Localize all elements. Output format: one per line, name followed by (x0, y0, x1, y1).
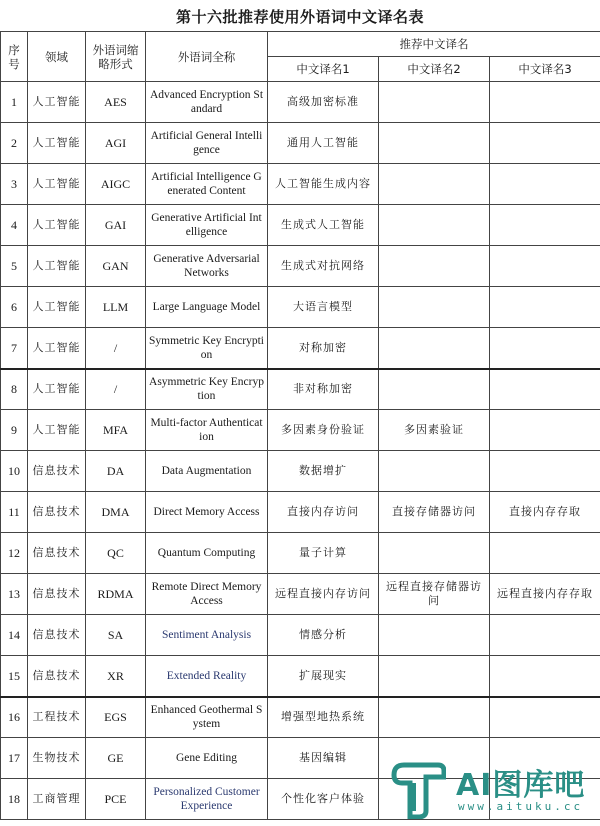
table-row (1, 328, 600, 369)
row-field: 人工智能 (28, 369, 86, 410)
row-number: 2 (1, 123, 28, 164)
row-abbr: AES (86, 82, 146, 123)
row-abbr: SA (86, 615, 146, 656)
table-row (1, 451, 600, 492)
row-name1: 通用人工智能 (268, 123, 379, 164)
row-number: 15 (1, 656, 28, 697)
row-name3: 直接内存存取 (490, 492, 600, 533)
row-number: 17 (1, 738, 28, 779)
row-name3 (490, 205, 600, 246)
row-abbr: XR (86, 656, 146, 697)
row-field: 人工智能 (28, 328, 86, 369)
row-name1: 生成式人工智能 (268, 205, 379, 246)
aituku-logo-icon (390, 761, 446, 819)
row-full-name: Generative Adversarial Networks (146, 246, 268, 287)
table-row (1, 697, 600, 738)
row-name2 (379, 656, 490, 697)
header-name3: 中文译名3 (490, 57, 600, 82)
row-abbr: DMA (86, 492, 146, 533)
row-name2 (379, 533, 490, 574)
header-name1: 中文译名1 (268, 57, 379, 82)
row-abbr: GAN (86, 246, 146, 287)
row-name1: 远程直接内存访问 (268, 574, 379, 615)
row-abbr: GE (86, 738, 146, 779)
table-row (1, 410, 600, 451)
row-number: 12 (1, 533, 28, 574)
row-name3 (490, 615, 600, 656)
row-name1: 扩展现实 (268, 656, 379, 697)
row-name3 (490, 369, 600, 410)
row-full-name: Generative Artificial Intelligence (146, 205, 268, 246)
row-number: 6 (1, 287, 28, 328)
row-name2 (379, 615, 490, 656)
row-name2 (379, 697, 490, 738)
table-row (1, 205, 600, 246)
row-name3 (490, 410, 600, 451)
row-name2: 多因素验证 (379, 410, 490, 451)
row-abbr: PCE (86, 779, 146, 820)
row-field: 人工智能 (28, 205, 86, 246)
row-name1: 个性化客户体验 (268, 779, 379, 820)
row-full-name: Sentiment Analysis (146, 615, 268, 656)
row-field: 人工智能 (28, 164, 86, 205)
row-name1: 直接内存访问 (268, 492, 379, 533)
row-full-name: Personalized Customer Experience (146, 779, 268, 820)
watermark (390, 758, 594, 822)
row-abbr: RDMA (86, 574, 146, 615)
translation-table (0, 31, 600, 820)
row-field: 人工智能 (28, 246, 86, 287)
row-field: 生物技术 (28, 738, 86, 779)
row-field: 工商管理 (28, 779, 86, 820)
row-field: 信息技术 (28, 533, 86, 574)
row-number: 1 (1, 82, 28, 123)
row-name2 (379, 123, 490, 164)
row-number: 10 (1, 451, 28, 492)
row-number: 5 (1, 246, 28, 287)
row-field: 人工智能 (28, 82, 86, 123)
row-name2 (379, 328, 490, 369)
row-name2 (379, 246, 490, 287)
row-name3 (490, 164, 600, 205)
row-name3 (490, 328, 600, 369)
header-name2: 中文译名2 (379, 57, 490, 82)
row-full-name: Direct Memory Access (146, 492, 268, 533)
row-name3 (490, 656, 600, 697)
document-title: 第十六批推荐使用外语词中文译名表 (175, 8, 424, 26)
row-name2 (379, 451, 490, 492)
row-name3 (490, 82, 600, 123)
row-abbr: DA (86, 451, 146, 492)
row-full-name: Symmetric Key Encryption (146, 328, 268, 369)
watermark-brand: AI图库吧 (456, 768, 586, 803)
row-field: 人工智能 (28, 287, 86, 328)
row-abbr: / (86, 328, 146, 369)
row-name2 (379, 82, 490, 123)
row-name1: 数据增扩 (268, 451, 379, 492)
row-name1: 多因素身份验证 (268, 410, 379, 451)
watermark-url: www.aituku.cc (458, 800, 584, 813)
row-abbr: GAI (86, 205, 146, 246)
row-name2 (379, 369, 490, 410)
row-name3 (490, 123, 600, 164)
row-full-name: Gene Editing (146, 738, 268, 779)
row-full-name: Extended Reality (146, 656, 268, 697)
table-row (1, 82, 600, 123)
row-name3 (490, 246, 600, 287)
row-number: 9 (1, 410, 28, 451)
row-full-name: Enhanced Geothermal System (146, 697, 268, 738)
row-name2: 直接存储器访问 (379, 492, 490, 533)
row-name1: 高级加密标准 (268, 82, 379, 123)
table-row (1, 492, 600, 533)
row-full-name: Large Language Model (146, 287, 268, 328)
table-row (1, 656, 600, 697)
row-name1: 生成式对抗网络 (268, 246, 379, 287)
row-name2: 远程直接存储器访问 (379, 574, 490, 615)
row-field: 信息技术 (28, 492, 86, 533)
row-number: 14 (1, 615, 28, 656)
table-row (1, 574, 600, 615)
table-body (1, 82, 600, 820)
header-seq: 序号 (1, 32, 28, 82)
row-name2 (379, 205, 490, 246)
row-name1: 增强型地热系统 (268, 697, 379, 738)
row-number: 4 (1, 205, 28, 246)
row-name1: 非对称加密 (268, 369, 379, 410)
row-number: 3 (1, 164, 28, 205)
row-abbr: MFA (86, 410, 146, 451)
row-full-name: Remote Direct Memory Access (146, 574, 268, 615)
row-name3 (490, 697, 600, 738)
row-name1: 人工智能生成内容 (268, 164, 379, 205)
row-full-name: Quantum Computing (146, 533, 268, 574)
header-field: 领域 (28, 32, 86, 82)
header-group: 推荐中文译名 (268, 32, 600, 57)
row-abbr: AIGC (86, 164, 146, 205)
row-number: 7 (1, 328, 28, 369)
row-name1: 对称加密 (268, 328, 379, 369)
row-name3 (490, 287, 600, 328)
row-name1: 基因编辑 (268, 738, 379, 779)
row-name2 (379, 164, 490, 205)
row-name1: 情感分析 (268, 615, 379, 656)
row-field: 人工智能 (28, 123, 86, 164)
row-number: 11 (1, 492, 28, 533)
row-full-name: Advanced Encryption Standard (146, 82, 268, 123)
row-name3: 远程直接内存存取 (490, 574, 600, 615)
table-row (1, 533, 600, 574)
table-row (1, 287, 600, 328)
row-full-name: Asymmetric Key Encryption (146, 369, 268, 410)
row-field: 信息技术 (28, 615, 86, 656)
row-number: 16 (1, 697, 28, 738)
table-row (1, 615, 600, 656)
row-abbr: AGI (86, 123, 146, 164)
row-number: 13 (1, 574, 28, 615)
row-full-name: Data Augmentation (146, 451, 268, 492)
row-field: 信息技术 (28, 451, 86, 492)
row-name2 (379, 287, 490, 328)
header-full: 外语词全称 (146, 32, 268, 82)
header-abbr: 外语词缩略形式 (86, 32, 146, 82)
row-field: 人工智能 (28, 410, 86, 451)
row-number: 8 (1, 369, 28, 410)
row-field: 信息技术 (28, 574, 86, 615)
row-field: 信息技术 (28, 656, 86, 697)
table-row (1, 246, 600, 287)
row-full-name: Multi-factor Authentication (146, 410, 268, 451)
row-name3 (490, 533, 600, 574)
table-row (1, 369, 600, 410)
row-name3 (490, 451, 600, 492)
row-abbr: LLM (86, 287, 146, 328)
row-full-name: Artificial Intelligence Generated Content (146, 164, 268, 205)
row-name1: 大语言模型 (268, 287, 379, 328)
row-abbr: QC (86, 533, 146, 574)
table-row (1, 164, 600, 205)
row-number: 18 (1, 779, 28, 820)
table-row (1, 123, 600, 164)
row-full-name: Artificial General Intelligence (146, 123, 268, 164)
row-field: 工程技术 (28, 697, 86, 738)
row-abbr: / (86, 369, 146, 410)
row-abbr: EGS (86, 697, 146, 738)
row-name1: 量子计算 (268, 533, 379, 574)
